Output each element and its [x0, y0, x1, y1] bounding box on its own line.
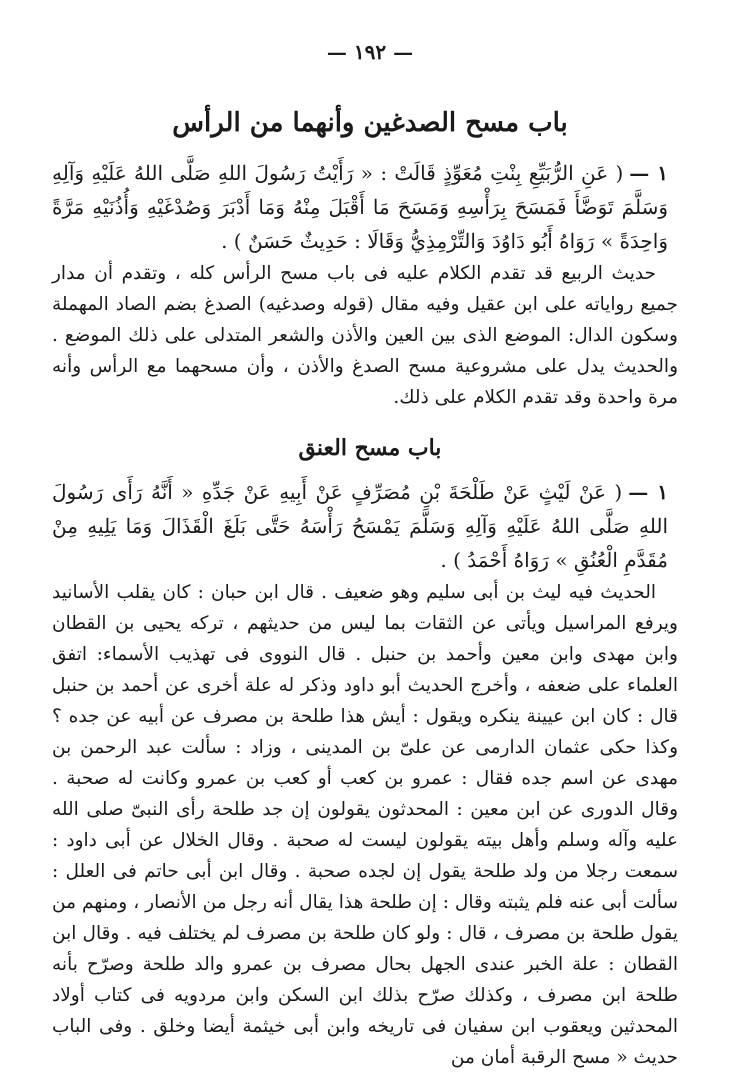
hadith-number: ١ —	[628, 480, 668, 504]
hadith-number: ١ —	[629, 161, 669, 185]
chapter-title-temples: باب مسح الصدغين وأنهما من الرأس	[172, 108, 568, 138]
commentary-temples: حديث الربيع قد تقدم الكلام عليه فى باب مسح الرأس كله ، وتقدم أن مدار جميع رواياته على ابن عقيل وفيه مقال (قوله وصدغيه) الصدغ بضم الصاد المهملة وسكون الدال: الموضع الذى بين العين والأذن والشعر المتدلى على ذلك الموضع . والحديث يدل على مشروعية مسح الصدغ والأذن ، وأن مسحهما مع الرأس وأنه مرة واحدة وقد تقدم الكلام على ذلك.	[52, 263, 678, 408]
hadith-text: ( عَنِ الرُّبَيِّعِ بِنْتِ مُعَوِّذٍ قَالَتْ : « رَأَيْتُ رَسُولَ اللهِ صَلَّى اللهُ عَلَيْهِ وَآلِهِ وَسَلَّمَ تَوَضَّأَ فَمَسَحَ بِرَأْسِهِ وَمَسَحَ مَا أَقْبَلَ مِنْهُ وَمَا أَدْبَرَ وَصُدْغَيْهِ وَأُذُنَيْهِ مَرَّةً وَاحِدَةً » رَوَاهُ أَبُو دَاوُدَ وَالتِّرْمِذِيُّ وَقَالَا : حَدِيثٌ حَسَنٌ ) .	[52, 161, 668, 253]
hadith-temples	[52, 156, 688, 258]
page-number: — ١٩٢ —	[326, 40, 414, 64]
chapter-title-neck: باب مسح العنق	[298, 435, 442, 461]
hadith-text: ( عَنْ لَيْثٍ عَنْ طَلْحَةَ بْنِ مُصَرِّفٍ عَنْ أَبِيهِ عَنْ جَدِّهِ « أَنَّهُ رَأَى رَسُولَ اللهِ صَلَّى اللهُ عَلَيْهِ وَآلِهِ وَسَلَّمَ يَمْسَحُ رَأْسَهُ حَتَّى بَلَغَ الْقَذَالَ وَمَا يَلِيهِ مِنْ مُقَدَّمِ الْعُنُقِ » رَوَاهُ أَحْمَدُ ) .	[52, 480, 668, 572]
hadith-neck	[52, 475, 688, 577]
commentary-neck: الحديث فيه ليث بن أبى سليم وهو ضعيف . قال ابن حبان : كان يقلب الأسانيد ويرفع المراسيل ويأتى عن الثقات بما ليس من حديثهم ، تركه يحيى بن القطان وابن مهدى وابن معين وأحمد بن حنبل . قال النووى فى تهذيب الأسماء: اتفق العلماء على ضعفه ، وأخرج الحديث أبو داود وذكر له علة أخرى عن أحمد بن حنبل قال : كان ابن عيينة ينكره ويقول : أيش هذا طلحة بن مصرف عن أبيه عن جده ؟ وكذا حكى عثمان الدارمى عن علىّ بن المدينى ، وزاد : سألت عبد الرحمن بن مهدى عن اسم جده فقال : عمرو بن كعب أو كعب بن عمرو وكانت له صحبة . وقال الدورى عن ابن معين : المحدثون يقولون إن جد طلحة رأى النبىّ صلى الله عليه وآله وسلم وأهل بيته يقولون ليست له صحبة . وقال الخلال عن أبى داود : سمعت رجلا من ولد طلحة يقول إن لجده صحبة . وقال ابن أبى حاتم فى العلل : سألت أبى عنه فلم يثبته وقال : إن طلحة هذا يقال أنه رجل من الأنصار ، ومنهم من يقول طلحة بن مصرف ، قال : ولو كان طلحة بن مصرف لم يختلف فيه . وقال ابن القطان : علة الخبر عندى الجهل بحال مصرف بن عمرو والد طلحة وصرّح بأنه طلحة ابن مصرف ، وكذلك صرّح بذلك ابن السكن وابن مردويه فى كتاب أولاد المحدثين ويعقوب ابن سفيان فى تاريخه وابن أبى خيثمة أيضا وخلق . وفى الباب حديث « مسح الرقبة أمان من	[52, 582, 678, 1068]
